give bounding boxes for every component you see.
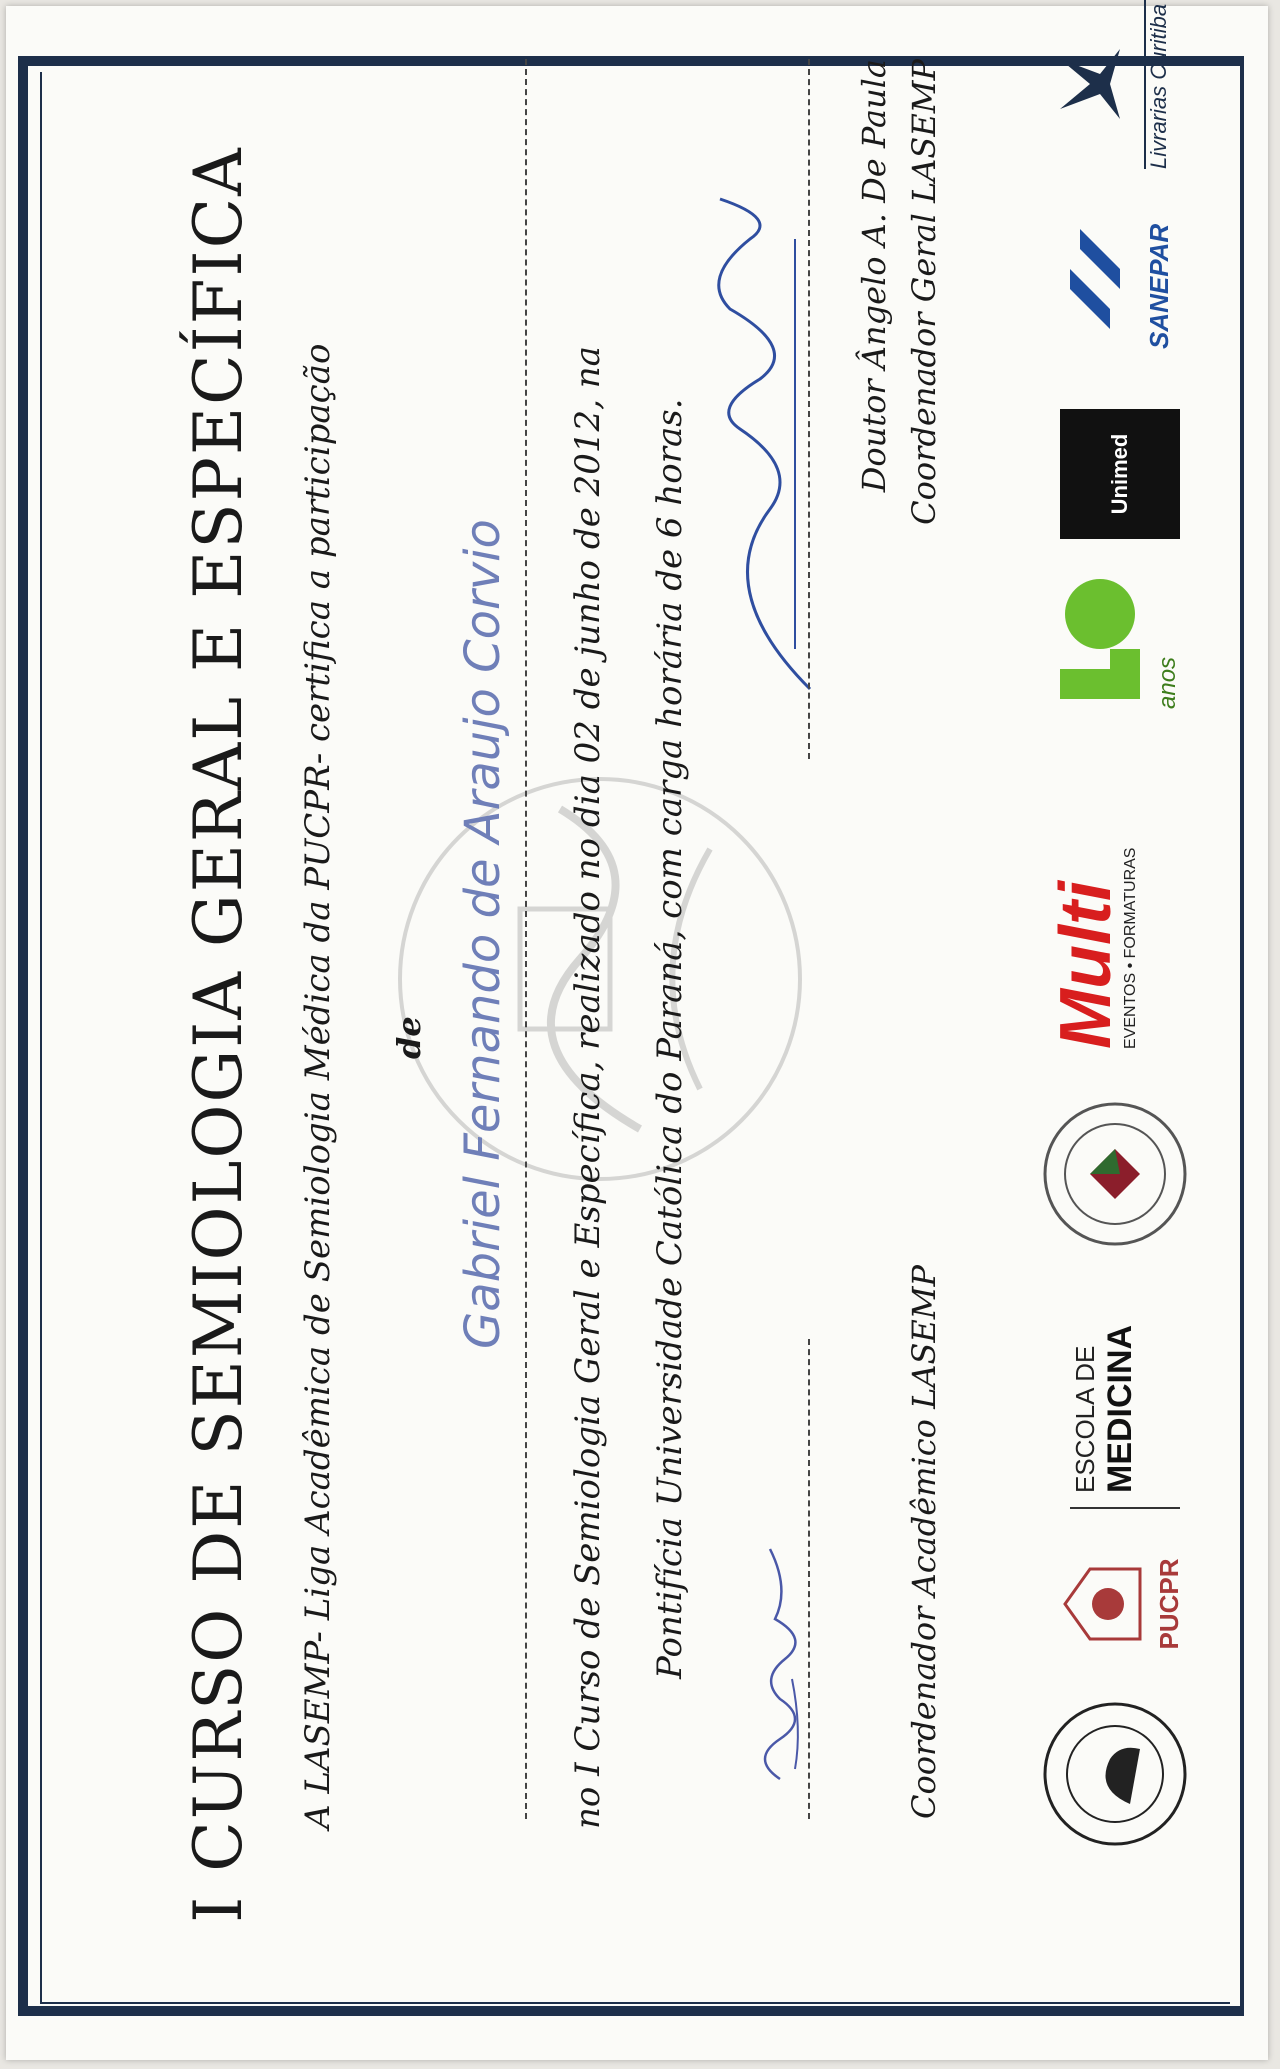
left-signature-caption: Coordenador Acadêmico LASEMP xyxy=(905,1264,943,1819)
livrarias-book-icon xyxy=(1050,0,1140,169)
name-line xyxy=(525,59,527,1819)
40-anos-logo xyxy=(1050,569,1190,709)
pucpr-label: PUCPR xyxy=(1154,1558,1184,1650)
sponsor-logos xyxy=(1010,3,1230,1919)
certificate-title: I CURSO DE SEMIOLOGIA GERAL E ESPECÍFICA xyxy=(180,146,257,1923)
escola-label: ESCOLA DE xyxy=(1070,1345,1100,1493)
livrarias-label: Livrarias Curitiba xyxy=(1144,0,1172,169)
medicina-label: MEDICINA xyxy=(1101,1324,1139,1493)
institution-seal-logo xyxy=(1040,1099,1190,1249)
lasemp-seal-logo xyxy=(1040,1699,1190,1849)
unimed-label: Unimed xyxy=(1107,433,1132,515)
unimed-logo xyxy=(1060,409,1180,539)
multi-label: Multi xyxy=(1046,881,1126,1049)
right-signatory-role: Coordenador Geral LASEMP xyxy=(905,59,943,525)
body-text-line1: no I Curso de Semiologia Geral e Específica, realizado no dia 02 de junho de 2012, na xyxy=(568,346,608,1829)
right-signature xyxy=(700,189,820,709)
pucpr-logo xyxy=(1050,1529,1190,1679)
anos-label: anos xyxy=(1154,656,1181,709)
multi-subtitle: EVENTOS • FORMATURAS xyxy=(1122,847,1139,1049)
body-text-line2: Pontifícia Universidade Católica do Paraná, com carga horária de 6 horas. xyxy=(650,398,690,1679)
right-signature-line xyxy=(808,59,810,759)
intro-text: A LASEMP- Liga Acadêmica de Semiologia Médica da PUCPR- certifica a participação xyxy=(298,343,338,1829)
green-forty-icon xyxy=(1050,569,1150,709)
sanepar-logo xyxy=(1050,199,1190,349)
multi-eventos-logo xyxy=(1046,739,1190,1049)
escola-medicina-logo xyxy=(1070,1323,1180,1509)
right-signatory-name: Doutor Ângelo A. De Paula xyxy=(855,59,893,493)
pucpr-crest-icon xyxy=(1050,1529,1150,1679)
livrarias-curitiba-logo xyxy=(1050,0,1190,169)
sanepar-waves-icon xyxy=(1050,199,1140,349)
sanepar-label: SANEPAR xyxy=(1144,223,1174,349)
participant-name: Gabriel Fernando de Araujo Corvio xyxy=(455,519,511,1349)
left-signature-line xyxy=(808,1339,810,1819)
de-label: de xyxy=(390,1016,428,1059)
